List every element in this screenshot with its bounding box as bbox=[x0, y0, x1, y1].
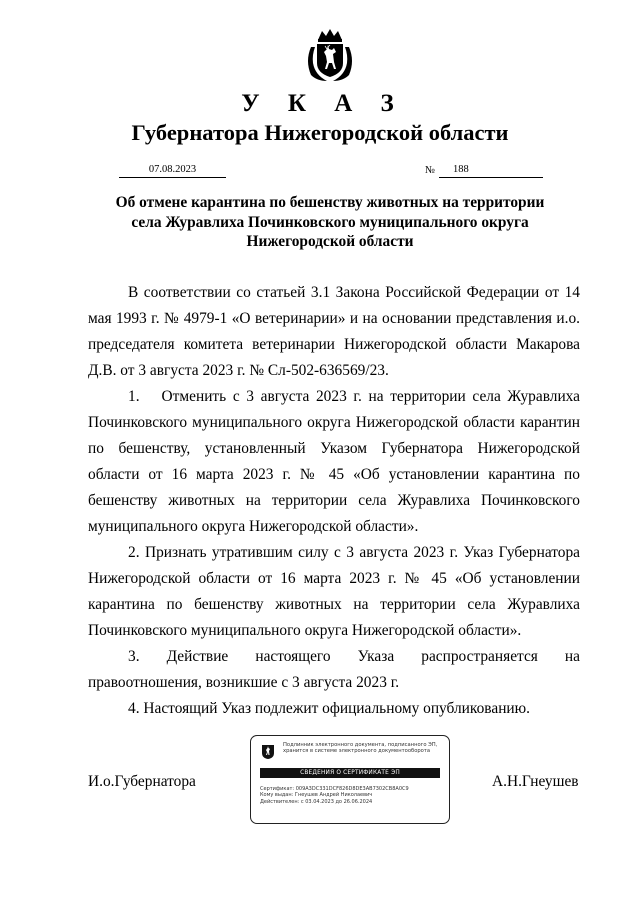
clause-text: Отменить с 3 августа 2023 г. на территории села Журавлиха Починковского муниципального округа Нижегородской области карантин по бешенству, установленный Указом Губернатора Нижегородской области от 16 марта 2023 г. № 45 «Об установлении карантина по бешенству животных на территории села Журавлиха Починковского муниципального округа Нижегородской области». bbox=[88, 388, 580, 535]
heading-line: Об отмене карантина по бешенству животных на территории bbox=[115, 194, 545, 211]
clause-number: 1. bbox=[128, 388, 140, 405]
heading-line: села Журавлиха Починковского муниципального округа bbox=[131, 213, 529, 231]
electronic-signature-stamp bbox=[250, 735, 450, 824]
cert-value: 009A3DC331DCF826D8DE3AB7302CB8A0C9 bbox=[295, 786, 409, 792]
stamp-notice-line: хранится в системе электронного документооборота bbox=[283, 748, 431, 754]
decree-number: 188 bbox=[453, 164, 469, 175]
number-label: № bbox=[425, 165, 436, 176]
stamp-notice bbox=[283, 742, 445, 754]
signatory-position: И.о.Губернатора bbox=[88, 773, 196, 790]
owner-label: Кому выдан: bbox=[260, 792, 294, 799]
clause-2-paragraph: 2. Признать утратившим силу с 3 августа 2023 г. Указ Губернатора Нижегородской области от 16 марта 2023 г. № 45 «Об установлении карантина по бешенству животных на территории села Журавлиха Починковского муниципального округа Нижегородской области». bbox=[88, 544, 580, 639]
decree-heading bbox=[80, 193, 580, 252]
issuer-subtitle: Губернатора Нижегородской области bbox=[131, 120, 509, 145]
coat-of-arms-small-icon bbox=[260, 743, 276, 760]
stamp-details bbox=[260, 786, 446, 805]
clause-1-paragraph bbox=[88, 384, 580, 540]
nizhny-novgorod-coat-of-arms-icon bbox=[303, 27, 357, 83]
stamp-header-bar: СВЕДЕНИЯ О СЕРТИФИКАТЕ ЭП bbox=[260, 768, 440, 778]
clause-3-paragraph: 3. Действие настоящего Указа распространяется на правоотношения, возникшие с 3 августа 2023 г. bbox=[88, 648, 580, 691]
preamble-paragraph: В соответствии со статьей 3.1 Закона Российской Федерации от 14 мая 1993 г. № 4979-1 «О ветеринарии» и на основании представления и.о. председателя комитета ветеринарии Нижегородской области Макарова Д.В. от 3 августа 2023 г. № Сл-502-636569/23. bbox=[88, 284, 580, 379]
stamp-notice-line: Подлинник электронного документа, подписанного ЭП, bbox=[283, 742, 438, 748]
cert-label: Сертификат: bbox=[260, 786, 295, 792]
decree-type-title: У К А З bbox=[241, 90, 405, 117]
heading-line: Нижегородской области bbox=[246, 233, 414, 250]
valid-value: с 03.04.2023 до 26.06.2024 bbox=[300, 798, 373, 805]
owner-value: Гнеушев Андрей Николаевич bbox=[294, 792, 373, 799]
decree-date: 07.08.2023 bbox=[119, 163, 226, 178]
decree-body bbox=[88, 280, 580, 722]
decree-number-field bbox=[439, 163, 543, 178]
valid-label: Действителен: bbox=[260, 798, 300, 805]
signatory-name: А.Н.Гнеушев bbox=[492, 773, 579, 790]
clause-4-paragraph: 4. Настоящий Указ подлежит официальному опубликованию. bbox=[128, 700, 531, 717]
